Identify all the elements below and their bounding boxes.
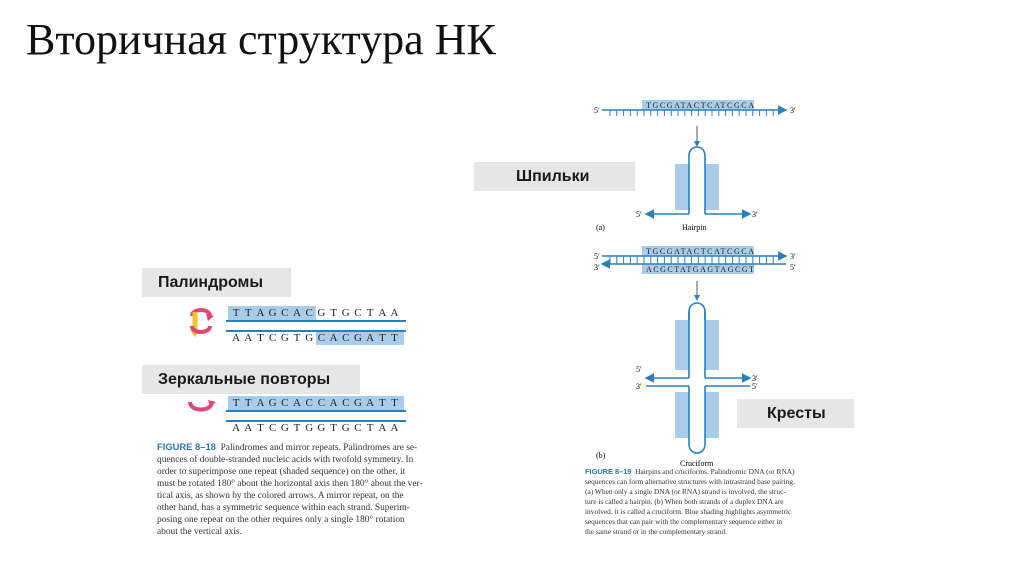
end-5-a: 5′ [594, 106, 600, 115]
caption-18-line: Palindromes and mirror repeats. Palindromes are se- [220, 443, 418, 453]
label-palindromes-text: Палиндромы [158, 273, 264, 291]
figure-8-19-diagram [580, 96, 810, 468]
base-letter: A [232, 332, 241, 344]
slide-title: Вторичная структура НК [26, 15, 496, 64]
base-letter: C [354, 422, 362, 434]
hairpin-label: Hairpin [682, 223, 707, 232]
palindrome-strand-top [226, 320, 406, 322]
panel-a-label: (a) [596, 223, 605, 232]
label-mirror-repeats-text: Зеркальные повторы [158, 370, 331, 388]
base-letter: G [341, 307, 350, 319]
caption-18-line: about the vertical axis. [157, 527, 242, 537]
hairpin-stem-right [705, 164, 719, 210]
end-5-cruci-tl: 5′ [636, 365, 642, 374]
base-letter: A [329, 332, 338, 344]
figure-8-18-caption [157, 441, 457, 538]
duplex-top-seq: TGCGATACTCATCGCA [646, 247, 754, 256]
base-letter: G [268, 397, 277, 409]
base-letter: A [232, 422, 241, 434]
base-letter: T [330, 307, 337, 319]
cruciform-structure [636, 303, 758, 453]
base-letter: T [366, 422, 374, 434]
base-letter: A [329, 397, 338, 409]
end-5-b-top: 5′ [594, 252, 600, 261]
base-letter: T [391, 397, 398, 409]
base-letter: T [378, 332, 386, 344]
base-letter: C [342, 332, 350, 344]
end-5-cruci-br: 5′ [752, 382, 758, 391]
base-letter: T [232, 307, 240, 319]
caption-18-line: quences of double-stranded nucleic acids with twofold symmetry. In [157, 455, 414, 465]
end-3-a: 3′ [790, 106, 796, 115]
base-letter: T [378, 397, 386, 409]
base-letter: T [330, 422, 337, 434]
base-letter: C [317, 332, 326, 344]
base-letter: G [317, 307, 326, 319]
mirror-strand-top [226, 410, 406, 412]
base-letter: G [305, 422, 314, 434]
base-letter: T [293, 332, 301, 344]
base-letter: A [293, 397, 301, 409]
hairpin-structure [636, 147, 758, 219]
cruciform-lower-loop [689, 444, 705, 453]
cruciform-upper-left [675, 320, 689, 370]
end-5-hairpin: 5′ [636, 210, 642, 219]
base-letter: T [391, 332, 398, 344]
base-letter: G [317, 422, 326, 434]
cruciform-upper-right [705, 320, 719, 370]
base-letter: G [353, 397, 362, 409]
end-3-hairpin: 3′ [752, 210, 758, 219]
hairpin-loop [689, 147, 705, 164]
base-letter: C [281, 307, 289, 319]
base-letter: G [280, 332, 289, 344]
caption-19-line: sequences can form alternative structures with intrastrand base pairing. [585, 477, 795, 486]
palindrome-bottom-seq [230, 332, 401, 344]
caption-18-line: posing one repeat on the other requires only a single 180° rotation [157, 515, 405, 525]
panel-b-label: (b) [596, 451, 606, 460]
cruciform-upper-loop [689, 303, 705, 320]
caption-19-line: sequences that can pair with the complementary sequence either in [585, 517, 783, 526]
base-letter: G [341, 422, 350, 434]
base-letter: C [317, 397, 326, 409]
twofold-rotation-icon [186, 304, 216, 340]
base-letter: C [281, 397, 289, 409]
hairpin-stem-left [675, 164, 689, 210]
base-letter: A [293, 307, 301, 319]
label-hairpins-text: Шпильки [516, 167, 590, 185]
base-letter: A [390, 422, 399, 434]
base-letter: T [257, 422, 264, 434]
label-mirror-repeats [142, 365, 360, 394]
base-letter: T [244, 307, 252, 319]
base-letter: C [268, 332, 277, 344]
base-letter: A [378, 307, 387, 319]
base-letter: A [244, 332, 253, 344]
cruciform-lower-right [705, 392, 719, 438]
cruciform-lower-left [675, 392, 689, 438]
base-letter: A [244, 422, 253, 434]
base-letter: T [293, 422, 301, 434]
end-3-cruci-bl: 3′ [636, 382, 642, 391]
label-palindromes [142, 268, 291, 297]
duplex-bottom-seq: ACGCTATGAGTAGCGT [646, 265, 754, 274]
caption-18-line: other hand, has a symmetric sequence within each strand. Superim- [157, 503, 410, 513]
strand-a-ticks [610, 110, 773, 116]
figure-8-19-label: FIGURE 8–19 [585, 467, 632, 476]
caption-18-line: order to superimpose one repeat (shaded sequence) on the other, it [157, 467, 406, 477]
end-5-b-bottom: 5′ [790, 263, 796, 272]
figure-8-19-caption [585, 467, 825, 537]
caption-19-line: ture is called a hairpin. (b) When both strands of a duplex DNA are [585, 497, 784, 506]
base-letter: A [256, 397, 265, 409]
base-letter: C [305, 307, 313, 319]
base-letter: C [354, 307, 362, 319]
base-letter: T [244, 397, 252, 409]
mirror-bottom-seq [230, 422, 401, 434]
label-crosses-text: Кресты [767, 404, 826, 422]
base-letter: C [268, 422, 277, 434]
hairpin-top-seq: TGCGATACTCATCGCA [646, 101, 754, 110]
end-3-b-bottom: 3′ [594, 263, 600, 272]
base-letter: G [268, 307, 277, 319]
strand-b-ticks [610, 256, 773, 264]
base-letter: A [390, 307, 399, 319]
base-letter: T [257, 332, 264, 344]
caption-19-line: (a) When only a single DNA (or RNA) strand is involved, the struc- [585, 487, 786, 496]
base-letter: T [232, 397, 240, 409]
base-letter: G [353, 332, 362, 344]
vertical-rotation-icon [186, 396, 216, 414]
base-letter: A [256, 307, 265, 319]
base-letter: A [378, 422, 387, 434]
end-3-b-top: 3′ [790, 252, 796, 261]
cruciform-label: Cruciform [680, 459, 714, 468]
end-3-cruci-tr: 3′ [752, 374, 758, 383]
base-letter: G [305, 332, 314, 344]
base-letter: A [366, 397, 375, 409]
caption-19-line: the same strand or in the complementary strand. [585, 527, 728, 536]
figure-8-18-label: FIGURE 8–18 [157, 441, 216, 452]
mirror-top-seq [230, 397, 401, 409]
caption-18-line: must be rotated 180° about the horizontal axis then 180° about the ver- [157, 479, 423, 489]
caption-19-line: Hairpins and cruciforms. Palindromic DNA (or RNA) [635, 467, 795, 476]
caption-19-line: involved, it is called a cruciform. Blue shading highlights asymmetric [585, 507, 792, 516]
base-letter: A [366, 332, 375, 344]
palindrome-top-seq [230, 307, 401, 319]
caption-18-line: tical axis, as shown by the colored arrows. A mirror repeat, on the [157, 491, 404, 501]
base-letter: T [366, 307, 374, 319]
base-letter: C [342, 397, 350, 409]
base-letter: G [280, 422, 289, 434]
base-letter: C [305, 397, 313, 409]
